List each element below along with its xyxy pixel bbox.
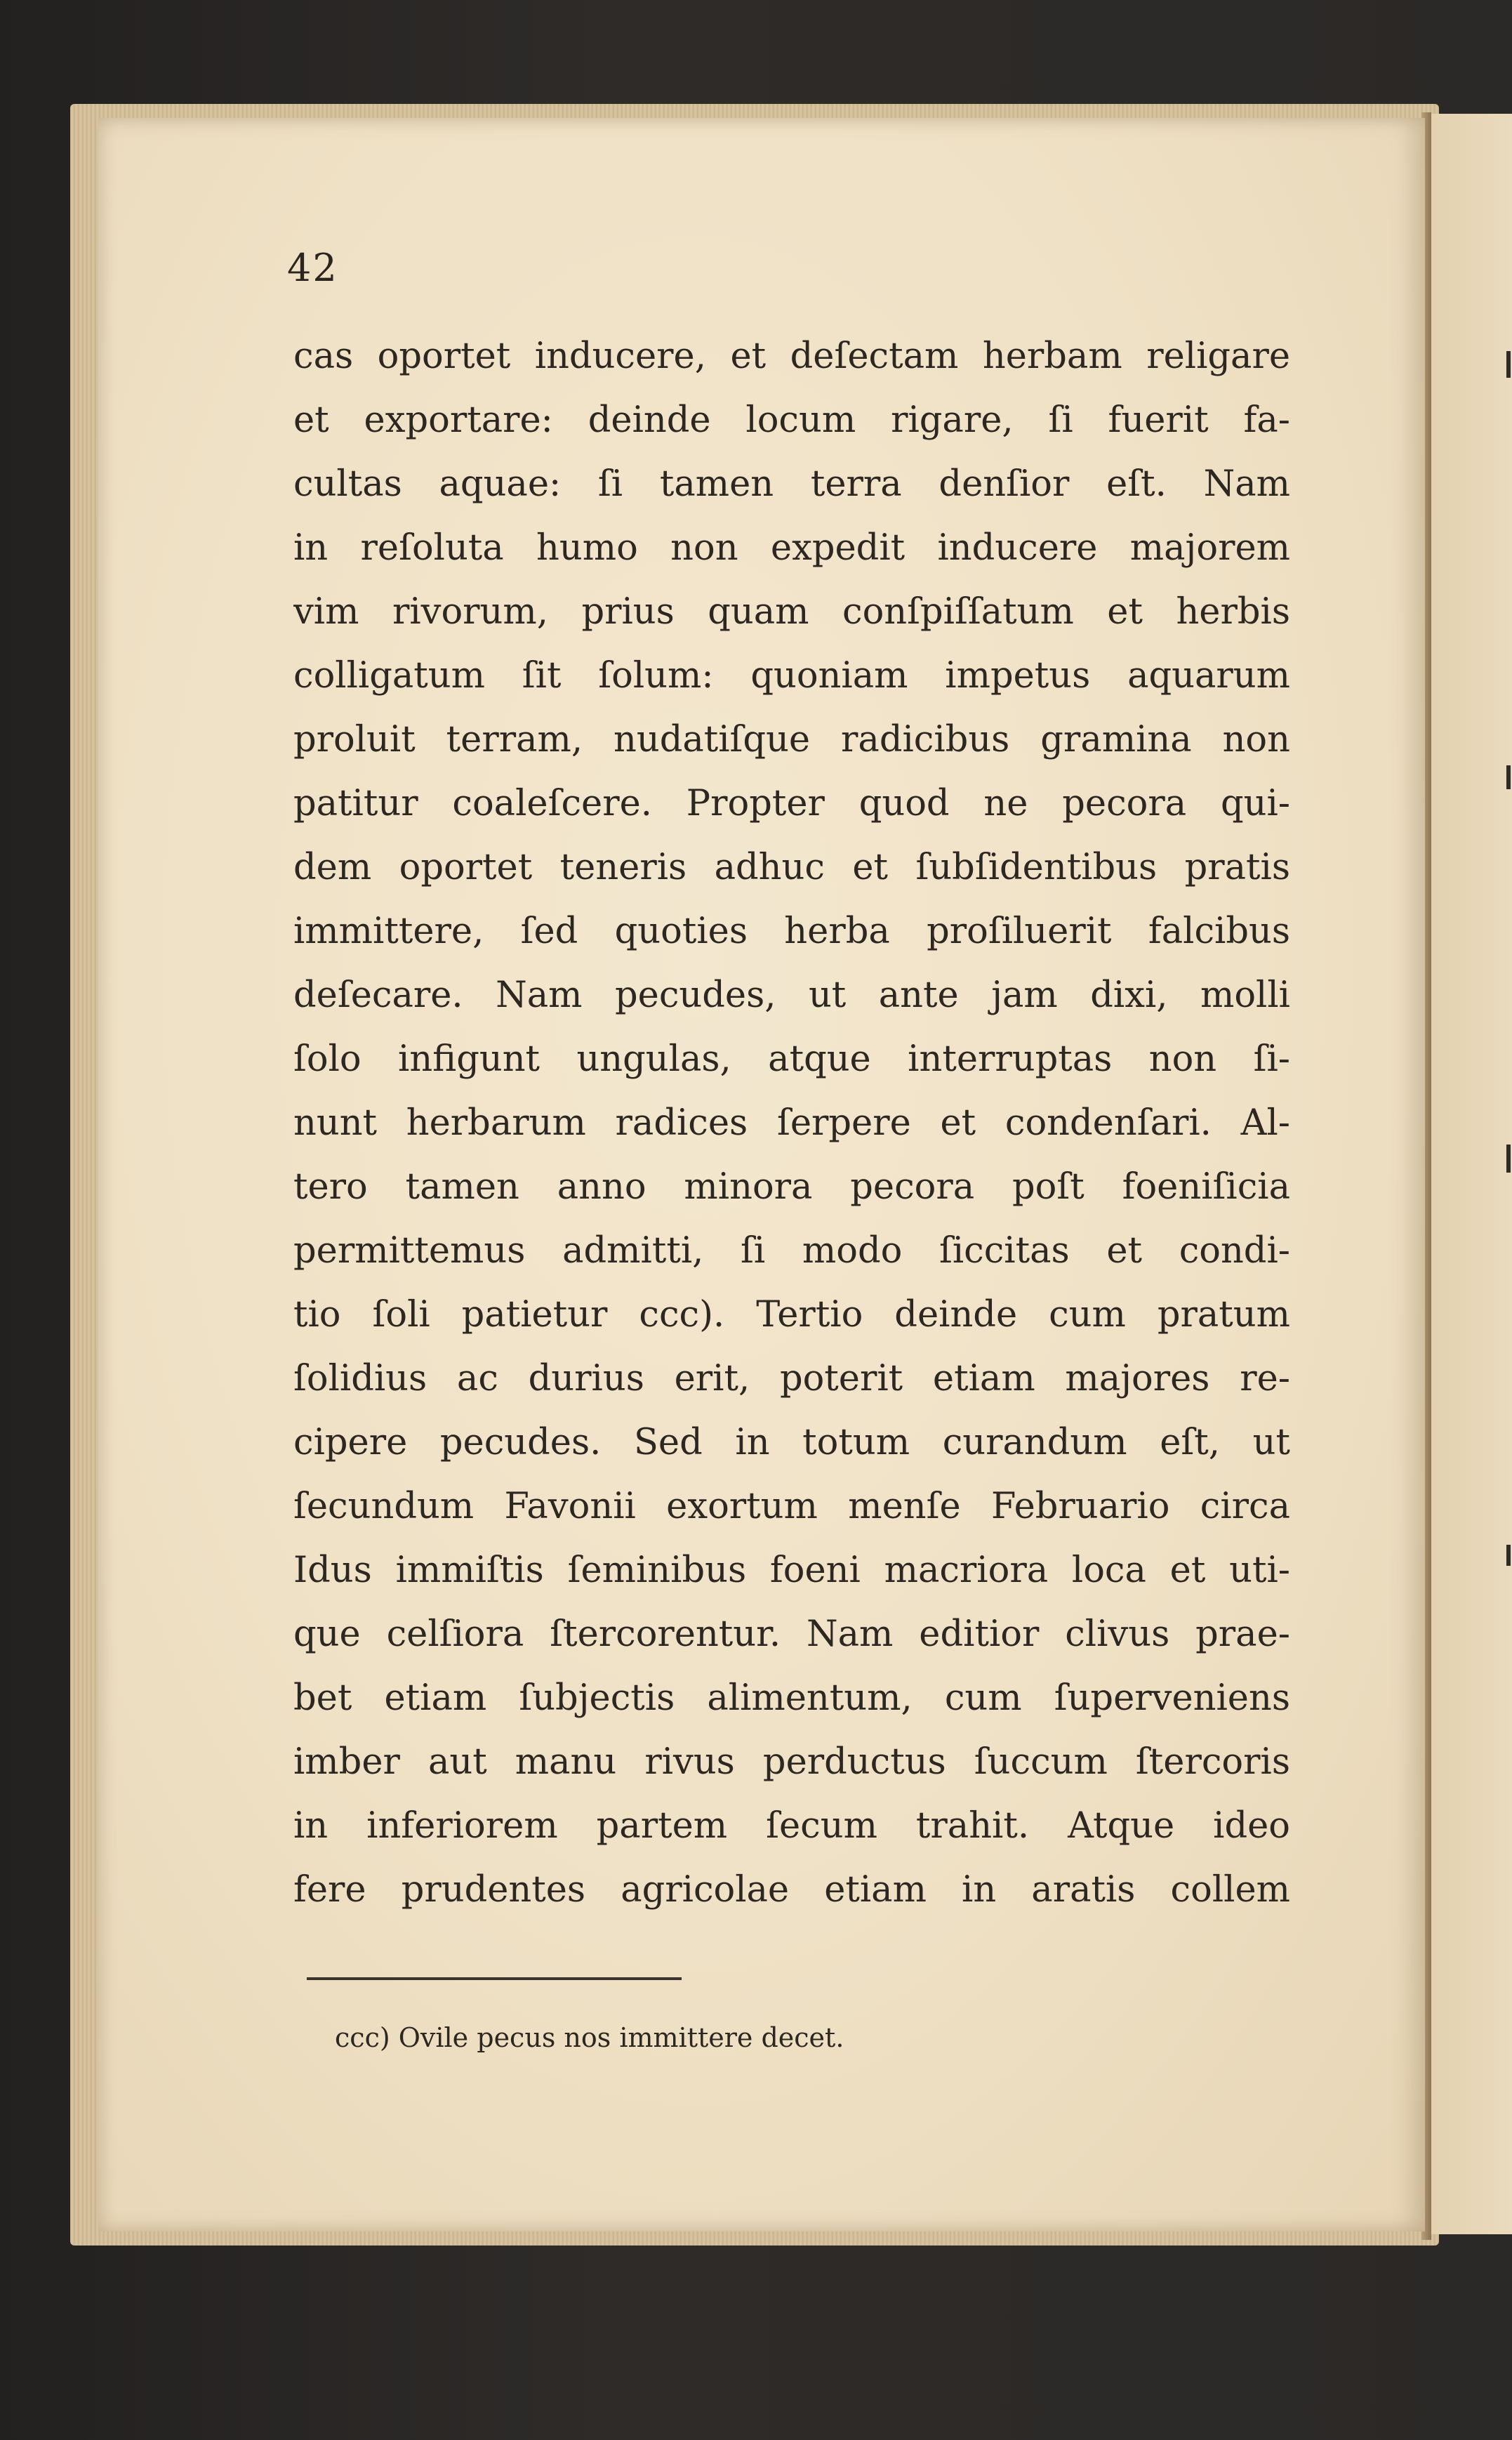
- text-line: que celſiora ſtercorentur. Nam editior clivus prae-: [293, 1614, 1290, 1655]
- facing-page-glyph: [1506, 351, 1511, 378]
- text-line: dem oportet teneris adhuc et ſubſidentibus pratis: [293, 847, 1290, 888]
- facing-page-glyph: [1506, 765, 1511, 789]
- text-line: cipere pecudes. Sed in totum curandum eſt, ut: [293, 1422, 1290, 1463]
- text-line: tio ſoli patietur ccc). Tertio deinde cum pratum: [293, 1294, 1290, 1336]
- text-line: deſecare. Nam pecudes, ut ante jam dixi, molli: [293, 975, 1290, 1016]
- text-line: cultas aquae: ſi tamen terra denſior eſt. Nam: [293, 463, 1290, 505]
- text-line: cas oportet inducere, et deſectam herbam religare: [293, 336, 1290, 377]
- footnote-rule: [307, 1977, 682, 1980]
- facing-page-glyph: [1506, 1545, 1511, 1566]
- text-line: ſolo infigunt ungulas, atque interruptas non ſi-: [293, 1038, 1290, 1080]
- text-line: proluit terram, nudatiſque radicibus gramina non: [293, 719, 1290, 760]
- text-line: patitur coaleſcere. Propter quod ne pecora qui-: [293, 783, 1290, 824]
- footnote: ccc) Ovile pecus nos immittere decet.: [335, 2022, 844, 2053]
- text-line: in reſoluta humo non expedit inducere majorem: [293, 527, 1290, 569]
- text-line: imber aut manu rivus perductus ſuccum ſtercoris: [293, 1741, 1290, 1783]
- text-line: bet etiam ſubjectis alimentum, cum ſuperveniens: [293, 1677, 1290, 1719]
- text-line: colligatum ſit ſolum: quoniam impetus aquarum: [293, 655, 1290, 697]
- text-line: nunt herbarum radices ſerpere et condenſari. Al-: [293, 1102, 1290, 1144]
- facing-page-glyph: [1506, 1145, 1511, 1173]
- body-text: [293, 324, 1290, 1922]
- text-line: ſecundum Favonii exortum menſe Februario circa: [293, 1486, 1290, 1527]
- text-line: et exportare: deinde locum rigare, ſi fuerit fa-: [293, 400, 1290, 441]
- page-number: 42: [287, 246, 338, 290]
- text-line: ſolidius ac durius erit, poterit etiam majores re-: [293, 1358, 1290, 1399]
- text-line: Idus immiſtis ſeminibus foeni macriora loca et uti-: [293, 1550, 1290, 1591]
- text-line: permittemus admitti, ſi modo ſiccitas et condi-: [293, 1230, 1290, 1272]
- text-line: in inferiorem partem ſecum trahit. Atque ideo: [293, 1805, 1290, 1847]
- text-line: vim rivorum, prius quam conſpiſſatum et herbis: [293, 591, 1290, 633]
- text-line: immittere, ſed quoties herba proſiluerit falcibus: [293, 911, 1290, 952]
- text-line: tero tamen anno minora pecora poſt foeniſicia: [293, 1166, 1290, 1208]
- facing-page-edge: [1431, 114, 1512, 2234]
- text-line: fere prudentes agricolae etiam in aratis collem: [293, 1869, 1290, 1911]
